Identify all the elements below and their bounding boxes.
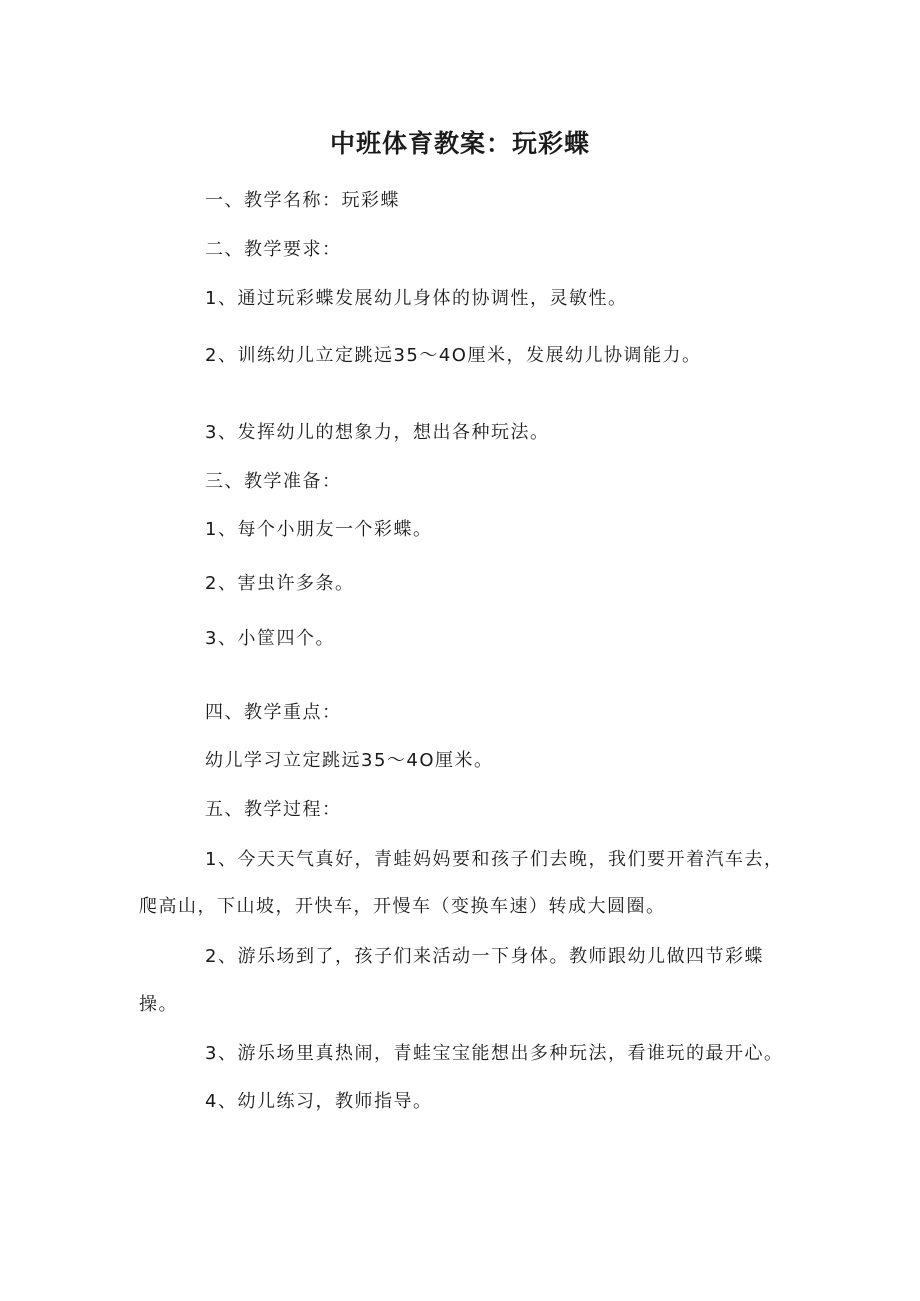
section-heading-process: 五、教学过程：	[205, 799, 342, 820]
focus-text: 幼儿学习立定跳远35～4O厘米。	[205, 750, 494, 771]
preparation-item-3: 3、小筐四个。	[205, 628, 335, 649]
process-item-2-line-1: 2、游乐场到了，孩子们来活动一下身体。教师跟幼儿做四节彩蝶	[205, 946, 764, 967]
process-item-2-line-2: 操。	[139, 994, 178, 1015]
process-item-1-line-1: 1、今天天气真好，青蛙妈妈要和孩子们去晚，我们要开着汽车去，	[205, 849, 784, 870]
requirement-item-3: 3、发挥幼儿的想象力，想出各种玩法。	[205, 422, 550, 443]
requirement-item-2: 2、训练幼儿立定跳远35～4O厘米，发展幼儿协调能力。	[205, 345, 702, 366]
requirement-item-1: 1、通过玩彩蝶发展幼儿身体的协调性，灵敏性。	[205, 288, 628, 309]
section-heading-requirements: 二、教学要求：	[205, 239, 342, 260]
process-item-4: 4、幼儿练习，教师指导。	[205, 1091, 433, 1112]
preparation-item-2: 2、害虫许多条。	[205, 573, 355, 594]
process-item-1-line-2: 爬高山，下山坡，开快车，开慢车（变换车速）转成大圆圈。	[139, 896, 666, 917]
section-heading-name: 一、教学名称：玩彩蝶	[205, 190, 400, 211]
preparation-item-1: 1、每个小朋友一个彩蝶。	[205, 519, 433, 540]
section-heading-preparation: 三、教学准备：	[205, 471, 342, 492]
document-title: 中班体育教案：玩彩蝶	[329, 129, 590, 158]
process-item-3: 3、游乐场里真热闹，青蛙宝宝能想出多种玩法，看谁玩的最开心。	[205, 1043, 784, 1064]
section-heading-focus: 四、教学重点：	[205, 702, 342, 723]
